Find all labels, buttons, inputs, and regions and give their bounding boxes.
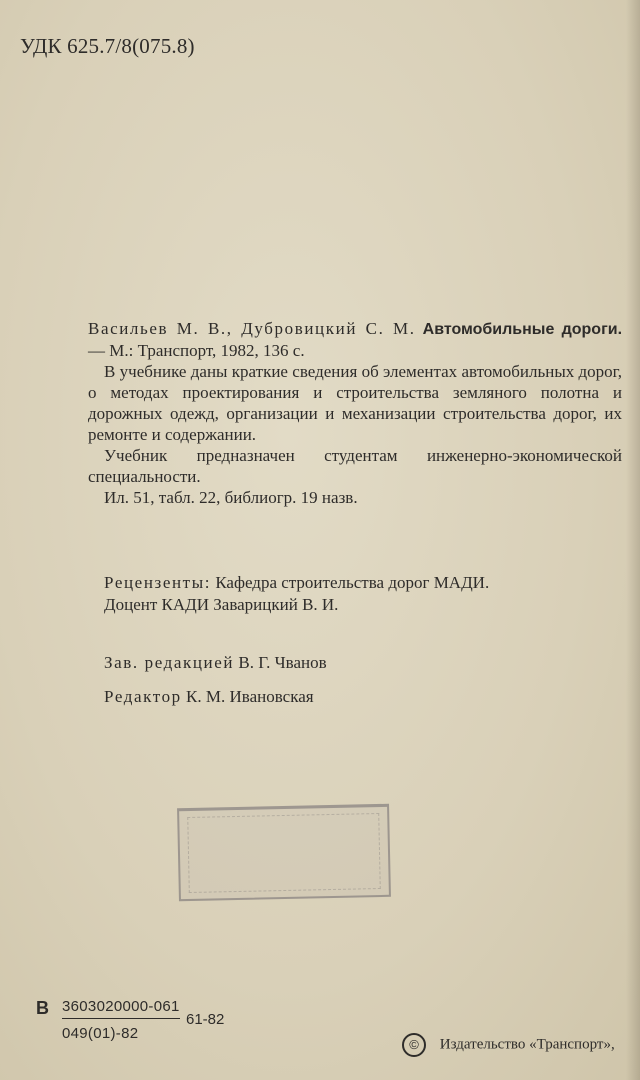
- copyright-publisher: Издательство «Транспорт»,: [439, 1036, 615, 1053]
- reviewer-1: Кафедра строительства дорог МАДИ.: [215, 573, 490, 592]
- faded-library-stamp: [177, 804, 391, 901]
- citation-imprint: — М.: Транспорт, 1982, 136 с.: [88, 341, 305, 360]
- reviewer-line-1: [104, 572, 489, 594]
- head-editor-name: В. Г. Чванов: [238, 653, 327, 672]
- copyright-icon: ©: [402, 1033, 426, 1057]
- code-denominator: 049(01)-82: [62, 1025, 139, 1042]
- abstract-summary: В учебнике даны краткие сведения об элементах автомобильных дорог, о методах проектирования и строительства земляного полотна и дорожных одежд, организации и механизации строительства дорог, их ремонте и содержании.: [88, 362, 622, 444]
- reviewers-label: Рецензенты:: [104, 573, 212, 592]
- publication-code-fraction: [62, 998, 180, 1042]
- abstract-stats: Ил. 51, табл. 22, библиогр. 19 назв.: [104, 488, 358, 507]
- code-suffix: 61-82: [186, 1011, 225, 1028]
- code-numerator: 3603020000-061: [62, 998, 180, 1019]
- head-editor-label: Зав. редакцией: [104, 653, 235, 672]
- reviewer-2: Доцент КАДИ Заварицкий В. И.: [104, 595, 339, 614]
- udk-code: УДК 625.7/8(075.8): [20, 34, 195, 58]
- reviewers-block: [104, 572, 489, 616]
- citation-line: [88, 318, 622, 361]
- editor-name: К. М. Ивановская: [186, 687, 314, 706]
- copyright-line: [402, 1033, 615, 1057]
- editor-label: Редактор: [104, 687, 182, 706]
- citation-authors: Васильев М. В., Дубровицкий С. М.: [88, 319, 416, 338]
- editors-block: [104, 652, 327, 720]
- bibliographic-abstract: [88, 318, 622, 508]
- price-code-letter: В: [36, 998, 49, 1018]
- reviewer-line-2: [104, 594, 489, 616]
- citation-title: Автомобильные дороги.: [422, 321, 623, 338]
- page-edge-shadow: [626, 0, 640, 1080]
- head-editor-line: [104, 652, 327, 674]
- stamp-inner-frame: [187, 813, 381, 893]
- editor-line: [104, 686, 327, 708]
- abstract-audience: Учебник предназначен студентам инженерно-экономической специальности.: [88, 446, 622, 486]
